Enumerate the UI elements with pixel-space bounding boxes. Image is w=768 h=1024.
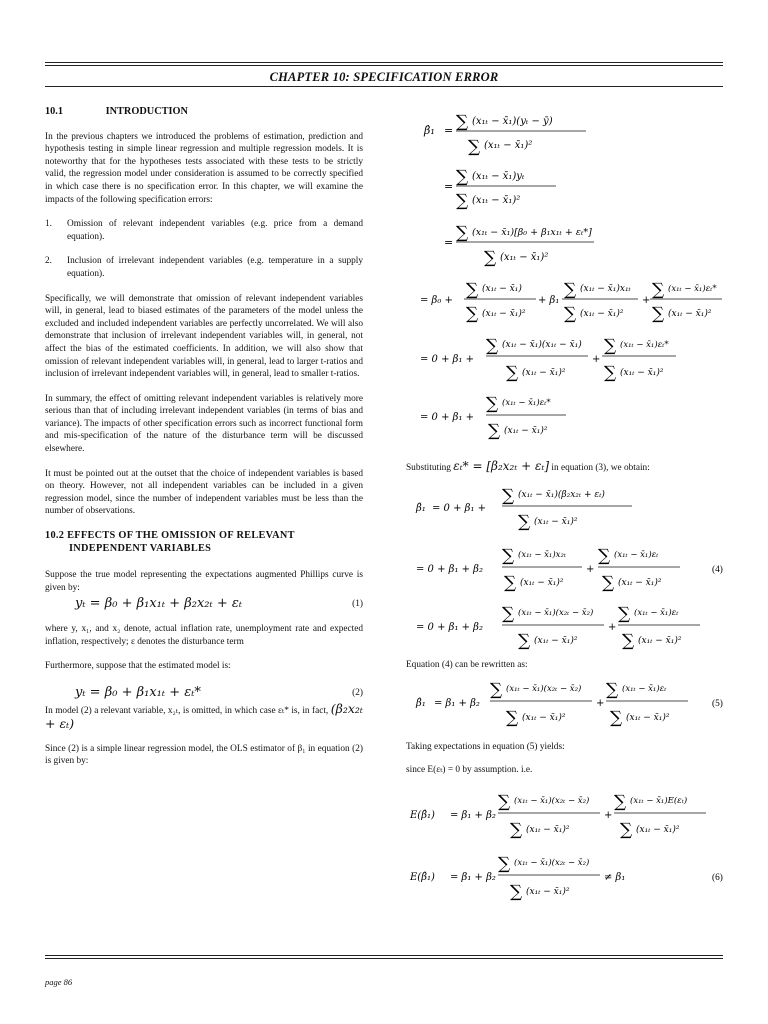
- plus-sign: +: [604, 810, 613, 822]
- denominator: (x₁ₜ − x̄₁)²: [620, 368, 664, 378]
- sum-symbol: ∑: [614, 792, 627, 813]
- sum-symbol: ∑: [604, 336, 617, 356]
- section-heading-introduction: [45, 106, 363, 119]
- section-heading-omission: [45, 530, 363, 555]
- denominator: (x₁ₜ − x̄₁)²: [500, 252, 549, 263]
- numerator: (x₁ₜ − x̄₁)E(εₜ): [630, 796, 688, 807]
- numerator: (x₁ₜ − x̄₁)(x₂ₜ − x̄₂): [506, 684, 582, 695]
- denominator: (x₁ₜ − x̄₁)²: [504, 426, 548, 436]
- specifically-paragraph: Specifically, we will demonstrate that omission of relevant independent variables will, in general, lead to biased estimates of the parameters of the model unless the excluded and included independent variables are perfectly uncorrelated. We will also demonstrate that inclusion of irrelevant independent variables will, in general, not affect the bias of the estimated coefficients. In addition, we will also show that omission of relevant independent variables will, in general, lead to larger t-ratios and inclusion of irrelevant independent variables will, in general, lead to smaller t-ratios.: [45, 293, 363, 380]
- denominator: (x₁ₜ − x̄₁)²: [522, 713, 566, 724]
- expectation-beta1-hat: E(β̂₁): [410, 810, 435, 822]
- section-title-line2: INDEPENDENT VARIABLES: [69, 542, 212, 554]
- taking-expectations-line: Taking expectations in equation (5) yields:: [406, 742, 565, 753]
- lhs-zero-beta1: = 0 + β₁ +: [420, 354, 475, 365]
- numerator: (x₁ₜ − x̄₁)(x₂ₜ − x̄₂): [514, 858, 590, 869]
- lhs-zero-beta1-beta2: = 0 + β₁ + β₂: [416, 563, 483, 575]
- denominator: (x₁ₜ − x̄₁)²: [526, 825, 570, 836]
- sum-symbol: ∑: [604, 363, 617, 383]
- sum-symbol: ∑: [652, 304, 665, 324]
- numerator: (x₁ₜ − x̄₁)(x₁ₜ − x̄₁): [502, 340, 582, 350]
- sum-symbol: ∑: [490, 680, 503, 701]
- list-text: Inclusion of irrelevant independent variables (e.g. temperature in a supply equation).: [67, 256, 363, 279]
- equation-5: [406, 673, 724, 731]
- denominator: (x₁ₜ − x̄₁)²: [638, 635, 682, 646]
- plus-beta1: + β₁: [538, 295, 560, 306]
- list-number: 2.: [45, 256, 52, 267]
- page-number: page 86: [45, 977, 73, 987]
- lhs-beta0: = β₀ +: [420, 295, 453, 306]
- equation-2-number: (2): [352, 687, 363, 698]
- list-number: 1.: [45, 219, 52, 230]
- lhs-beta1-hat: β̂₁: [416, 698, 426, 710]
- numerator: (x₁ₜ − x̄₁)(yₜ − ȳ): [472, 116, 553, 127]
- equation-1-number: (1): [352, 599, 363, 610]
- sum-symbol: ∑: [622, 630, 635, 651]
- denominator: (x₁ₜ − x̄₁)²: [472, 195, 521, 206]
- list-text: Omission of relevant independent variables (e.g. price from a demand equation).: [67, 219, 363, 242]
- sum-symbol: ∑: [488, 421, 501, 440]
- substituting-suffix: in equation (3), we obtain:: [551, 463, 650, 473]
- lhs-zero-beta1-beta2: = 0 + β₁ + β₂: [416, 621, 483, 633]
- sum-symbol: ∑: [564, 280, 577, 300]
- plus-sign: +: [592, 354, 601, 365]
- denominator: (x₁ₜ − x̄₁)²: [484, 140, 533, 151]
- numerator: (x₁ₜ − x̄₁): [482, 284, 522, 294]
- denominator: (x₁ₜ − x̄₁)²: [520, 577, 564, 588]
- sum-symbol: ∑: [518, 630, 531, 651]
- numerator: (x₁ₜ − x̄₁)[β₀ + β₁x₁ₜ + εₜ*]: [472, 227, 592, 238]
- lhs-beta1-beta2: = β₁ + β₂: [450, 810, 496, 822]
- expectation-beta1-hat: E(β̂₁): [410, 872, 435, 884]
- denominator: (x₁ₜ − x̄₁)²: [580, 309, 624, 319]
- lhs-beta1-hat: β̂₁: [416, 502, 426, 514]
- plus-sign: +: [586, 563, 595, 575]
- omitted-expression: (β₂x₂ₜ + εₜ): [45, 701, 363, 731]
- denominator: (x₁ₜ − x̄₁)²: [618, 577, 662, 588]
- sum-symbol: ∑: [510, 820, 523, 841]
- numerator: (x₁ₜ − x̄₁)εₜ: [622, 684, 667, 695]
- plus-sign: +: [608, 621, 617, 633]
- footer-rule-top: [45, 955, 723, 956]
- omitted-variable-paragraph: [45, 703, 363, 732]
- equation-6-number: (6): [712, 873, 723, 884]
- numerator: (x₁ₜ − x̄₁)(x₂ₜ − x̄₂): [514, 796, 590, 807]
- equation-6: [406, 780, 724, 904]
- substituting-label: Substituting: [406, 463, 451, 473]
- sum-symbol: ∑: [468, 137, 481, 157]
- equation-2: [45, 684, 363, 700]
- denominator: (x₁ₜ − x̄₁)²: [534, 635, 578, 646]
- sum-symbol: ∑: [484, 248, 497, 268]
- numerator: (x₁ₜ − x̄₁)(x₂ₜ − x̄₂): [518, 607, 594, 618]
- outset-paragraph: It must be pointed out at the outset that the choice of independent variables is based on theory. However, not all independent variables can be included in a given regression model, since the number of independent variables must be less than the number of observations.: [45, 468, 363, 517]
- numerator: (x₁ₜ − x̄₁)(β₂x₂ₜ + εₜ): [518, 489, 605, 500]
- right-column: [406, 100, 724, 904]
- substituting-expression: εₜ* = [β₂x₂ₜ + εₜ]: [453, 459, 550, 473]
- numerator: (x₁ₜ − x̄₁)εₜ: [634, 607, 679, 618]
- header-rule-top: [45, 62, 723, 63]
- sum-symbol: ∑: [502, 485, 515, 506]
- numerator: (x₁ₜ − x̄₁)yₜ: [472, 171, 525, 182]
- sum-symbol: ∑: [620, 820, 633, 841]
- equation-4-number: (4): [712, 564, 723, 575]
- section-title: INTRODUCTION: [105, 106, 188, 117]
- sum-symbol: ∑: [610, 708, 623, 729]
- sum-symbol: ∑: [506, 363, 519, 383]
- beta1-hat: β̂₁: [424, 124, 435, 137]
- where-paragraph: where y, x₁, and x₂ denote, actual inflation rate, unemployment rate and expected inflation, respectively; ε denotes the disturbance term: [45, 624, 363, 647]
- sum-symbol: ∑: [486, 394, 499, 414]
- sum-symbol: ∑: [606, 680, 619, 701]
- intro-paragraph: In the previous chapters we introduced the problems of estimation, prediction and hypothesis testing in simple linear regression and multiple regression models. It is noteworthy that for the hypotheses tests associated with these tests to be strictly valid, the regression model under consideration is assumed to be correctly specified in which case there is no specification error. In this chapter, we will examine the impacts of the following specification errors:: [45, 131, 363, 205]
- sum-symbol: ∑: [456, 112, 469, 132]
- numerator: (x₁ₜ − x̄₁)εₜ*: [620, 340, 669, 350]
- lhs-zero-plus: = 0 + β₁ +: [420, 412, 475, 423]
- sum-symbol: ∑: [510, 882, 523, 903]
- ols-paragraph: Since (2) is a simple linear regression model, the OLS estimator of β₁ in equation (2) is given by:: [45, 743, 363, 767]
- omitted-text: In model (2) a relevant variable, x₂ₜ, is omitted, in which case εₜ* is, in fact,: [45, 706, 329, 717]
- equals-sign: =: [444, 236, 454, 249]
- footer-rule-bottom: [45, 958, 723, 959]
- list-item: [45, 255, 363, 280]
- sum-symbol: ∑: [498, 854, 511, 875]
- lhs-beta1-beta2: = β₁ + β₂: [434, 698, 480, 710]
- since-line: since E(εₜ) = 0 by assumption. i.e.: [406, 764, 533, 775]
- sum-symbol: ∑: [602, 572, 615, 593]
- estimated-model-paragraph: Furthermore, suppose that the estimated model is:: [45, 661, 231, 672]
- denominator: (x₁ₜ − x̄₁)²: [636, 825, 680, 836]
- sum-symbol: ∑: [564, 304, 577, 324]
- lhs-beta1-beta2: = β₁ + β₂: [450, 872, 496, 884]
- numerator: (x₁ₜ − x̄₁)εₜ: [614, 549, 659, 560]
- substituting-line: [406, 460, 724, 475]
- sum-symbol: ∑: [504, 572, 517, 593]
- equals-sign: =: [444, 180, 454, 193]
- sum-symbol: ∑: [466, 304, 479, 324]
- lhs-zero-beta1: = 0 + β₁ +: [432, 502, 487, 514]
- sum-symbol: ∑: [486, 336, 499, 356]
- sum-symbol: ∑: [506, 708, 519, 729]
- sum-symbol: ∑: [618, 603, 631, 624]
- plus-sign: +: [596, 698, 605, 710]
- left-column: [45, 100, 363, 780]
- section-title-line1: 10.2 EFFECTS OF THE OMISSION OF RELEVANT: [45, 530, 295, 542]
- denominator: (x₁ₜ − x̄₁)²: [522, 368, 566, 378]
- equation-5-number: (5): [712, 699, 723, 710]
- sum-symbol: ∑: [456, 223, 469, 243]
- summary-paragraph: In summary, the effect of omitting relevant independent variables is relatively more serious than that of including irrelevant independent variables (in terms of bias and variance). The impacts of other specification errors such as incorrect functional form and mis-specification of the nature of the disturbance term will be discussed elsewhere.: [45, 393, 363, 455]
- sum-symbol: ∑: [456, 167, 469, 187]
- sum-symbol: ∑: [466, 280, 479, 300]
- sum-symbol: ∑: [502, 545, 515, 566]
- page-header-title: CHAPTER 10: SPECIFICATION ERROR: [269, 70, 499, 84]
- section-number: 10.1: [45, 106, 64, 117]
- numerator: (x₁ₜ − x̄₁)εₜ*: [502, 398, 551, 408]
- equation-1-body: yₜ = β₀ + β₁x₁ₜ + β₂x₂ₜ + εₜ: [75, 596, 243, 612]
- list-item: [45, 218, 363, 243]
- denominator: (x₁ₜ − x̄₁)²: [626, 713, 670, 724]
- rewrite-line: Equation (4) can be rewritten as:: [406, 659, 528, 670]
- numerator: (x₁ₜ − x̄₁)x₁ₜ: [580, 284, 631, 294]
- not-equal-beta1: ≠ β₁: [604, 872, 626, 884]
- sum-symbol: ∑: [498, 792, 511, 813]
- header-rule-top-2: [45, 65, 723, 66]
- plus-sign: +: [642, 295, 651, 306]
- numerator: (x₁ₜ − x̄₁)εₜ*: [668, 284, 717, 294]
- header-rule-bottom: [45, 86, 723, 87]
- equation-2-body: yₜ = β₀ + β₁x₁ₜ + εₜ*: [75, 684, 201, 700]
- sum-symbol: ∑: [518, 511, 531, 532]
- sum-symbol: ∑: [598, 545, 611, 566]
- derivation-equation-3: [406, 100, 724, 440]
- derivation-equation-4: [406, 481, 724, 653]
- denominator: (x₁ₜ − x̄₁)²: [526, 887, 570, 898]
- true-model-paragraph: Suppose the true model representing the expectations augmented Phillips curve is given by:: [45, 570, 363, 593]
- sum-symbol: ∑: [652, 280, 665, 300]
- denominator: (x₁ₜ − x̄₁)²: [534, 516, 578, 527]
- equation-1: [45, 598, 363, 611]
- sum-symbol: ∑: [456, 191, 469, 211]
- sum-symbol: ∑: [502, 603, 515, 624]
- numerator: (x₁ₜ − x̄₁)x₂ₜ: [518, 549, 566, 560]
- denominator: (x₁ₜ − x̄₁)²: [668, 309, 712, 319]
- equals-sign: =: [444, 124, 454, 137]
- denominator: (x₁ₜ − x̄₁)²: [482, 309, 526, 319]
